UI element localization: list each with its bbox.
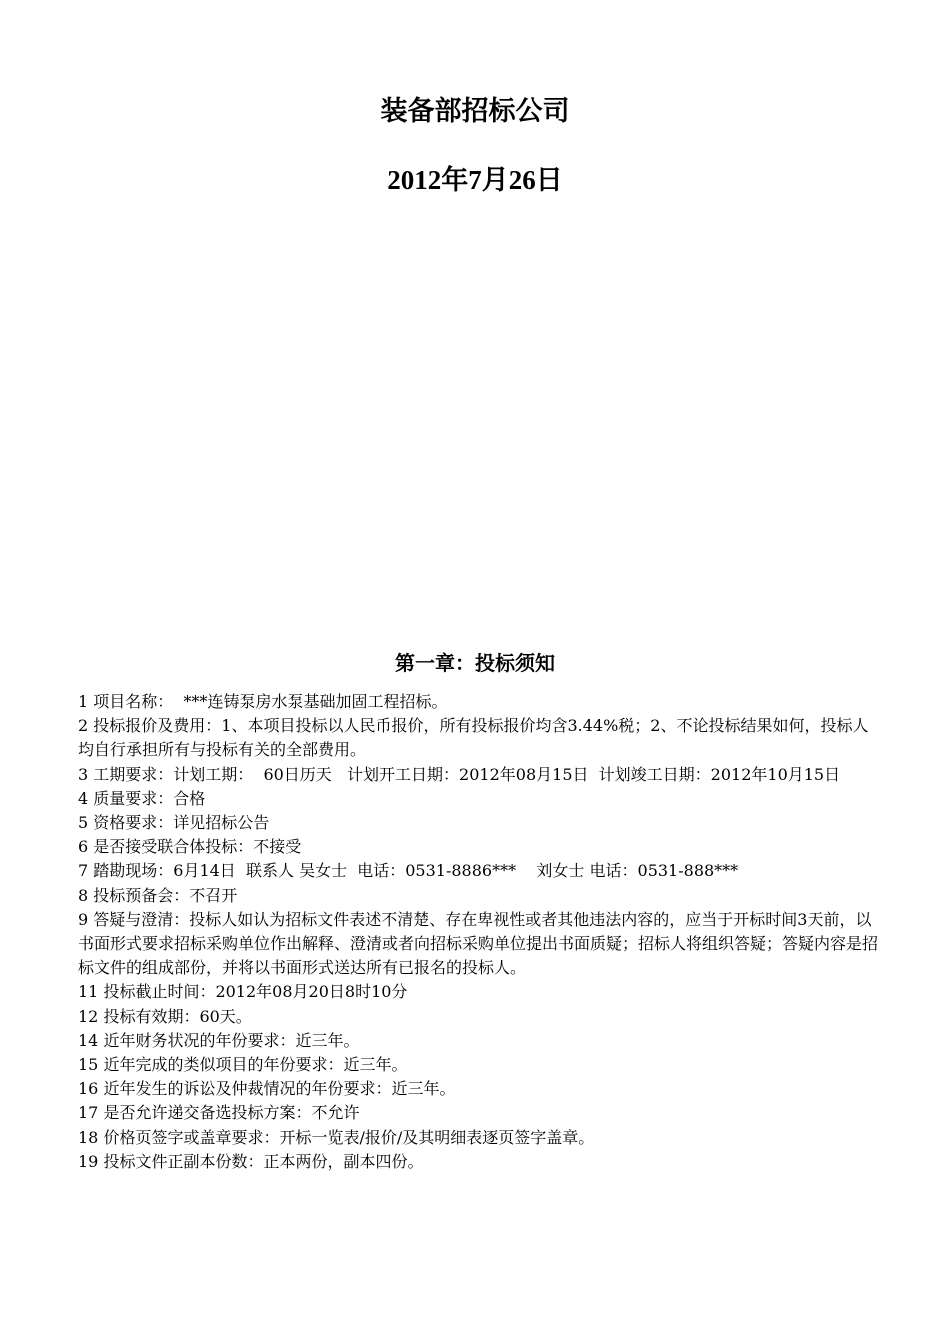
list-item: 1 项目名称： ***连铸泵房水泵基础加固工程招标。 [78,692,448,711]
list-item: 12 投标有效期：60天。 [78,1006,252,1026]
cover-date: 2012年7月26日 [387,165,563,195]
list-item: 8 投标预备会：不召开 [78,885,238,905]
list-item: 18 价格页签字或盖章要求：开标一览表/报价/及其明细表逐页签字盖章。 [78,1127,595,1147]
list-item: 7 踏勘现场：6月14日 联系人 吴女士 电话：0531-8886*** 刘女士 电话：0531-888*** [78,861,739,881]
list-item: 14 近年财务状况的年份要求：近三年。 [78,1030,360,1050]
chapter-title: 第一章：投标须知 [395,651,555,675]
list-item: 17 是否允许递交备选投标方案：不允许 [78,1103,360,1123]
list-item: 16 近年发生的诉讼及仲裁情况的年份要求：近三年。 [78,1079,456,1099]
instructions-list [78,690,878,1174]
list-item: 19 投标文件正副本份数：正本两份，副本四份。 [78,1151,424,1171]
list-item: 9 答疑与澄清：投标人如认为招标文件表述不清楚、存在卑视性或者其他违法内容的，应当于开标时间3天前，以书面形式要求招标采购单位作出解释、澄清或者向招标采购单位提出书面质疑；招标人将组织答疑；答疑内容是招标文件的组成部份，并将以书面形式送达所有已报名的投标人。 [78,909,879,978]
list-item: 3 工期要求：计划工期： 60日历天 计划开工日期：2012年08月15日 计划竣工日期：2012年10月15日 [78,764,841,784]
list-item: 15 近年完成的类似项目的年份要求：近三年。 [78,1055,408,1075]
list-item: 2 投标报价及费用：1、本项目投标以人民币报价，所有投标报价均含3.44%税；2、不论投标结果如何，投标人均自行承担所有与投标有关的全部费用。 [78,716,869,760]
company-name: 装备部招标公司 [380,96,570,127]
list-item: 6 是否接受联合体投标：不接受 [78,837,302,857]
list-item: 11 投标截止时间：2012年08月20日8时10分 [78,982,408,1002]
list-item: 4 质量要求：合格 [78,788,206,808]
list-item: 5 资格要求：详见招标公告 [78,813,270,833]
